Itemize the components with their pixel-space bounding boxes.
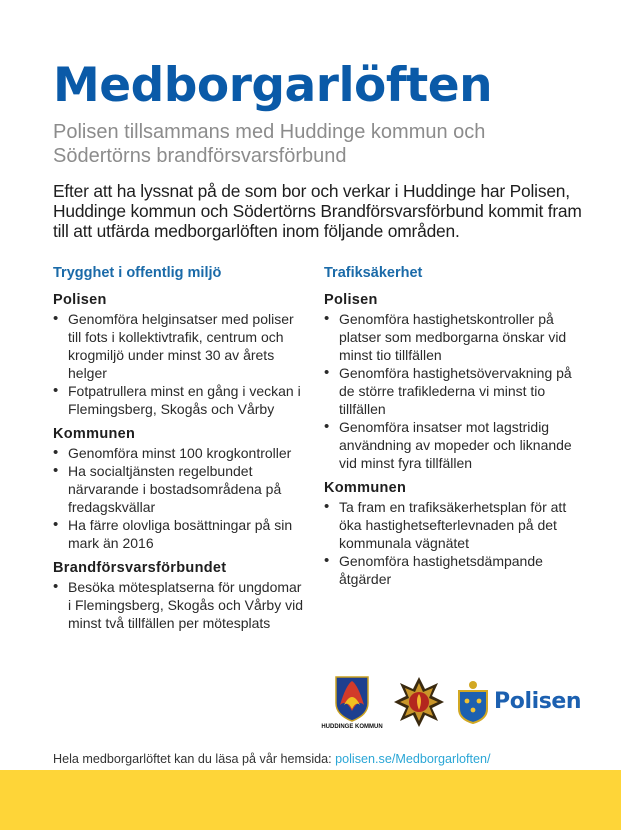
group-title-brandforsvar: Brandförsvarsförbundet (53, 560, 227, 576)
bottom-color-band (0, 770, 621, 830)
footer-label: Hela medborgarlöftet kan du läsa på vår hemsida: (53, 752, 336, 766)
huddinge-kommun-logo (321, 675, 383, 735)
section-trafiksakerhet (324, 264, 574, 595)
page-title: Medborgarlöften (53, 58, 493, 113)
intro-paragraph: Efter att ha lyssnat på de som bor och verkar i Huddinge har Polisen, Huddinge kommun och Södertörns Brandförsvarsförbund kommit fram till att utfärda medborgarlöften inom följande områden. (53, 181, 582, 241)
list-item: • Genomföra hastighetsövervakning på de större trafiklederna vi minst tio tillfällen (324, 364, 574, 418)
huddinge-logo-text: HUDDINGE KOMMUN (321, 724, 383, 730)
list-item: • Genomföra hastighetsdämpande åtgärder (324, 552, 574, 588)
footer-text (53, 752, 491, 766)
section-title: Trygghet i offentlig miljö (53, 265, 222, 281)
list-item: • Ta fram en trafiksäkerhetsplan för att öka hastighetsefterlevnaden på det kommunala vägnätet (324, 498, 574, 552)
list-item: • Genomföra hastighetskontroller på platser som medborgarna önskar vid minst tio tillfällen (324, 310, 574, 364)
list-polisen (53, 310, 308, 418)
group-title-kommunen: Kommunen (53, 426, 136, 442)
list-item: • Ha socialtjänsten regelbundet närvarande i bostadsområdena på fredagskvällar (53, 462, 308, 516)
list-kommunen (53, 444, 308, 552)
list-polisen (324, 310, 574, 472)
section-trygghet (53, 264, 308, 639)
brandforsvar-emblem (392, 675, 446, 729)
partner-logos (321, 675, 582, 735)
group-title-polisen: Polisen (324, 292, 378, 308)
list-item: • Genomföra helginsatser med poliser till fots i kollektivtrafik, centrum och krogmiljö under minst 30 av årets helger (53, 310, 308, 382)
group-title-polisen: Polisen (53, 292, 107, 308)
footer-link[interactable]: polisen.se/Medborgarloften/ (335, 752, 491, 766)
list-item: • Genomföra minst 100 krogkontroller (53, 444, 308, 462)
page-subtitle: Polisen tillsammans med Huddinge kommun och Södertörns brandförsvarsförbund (53, 121, 486, 167)
list-kommunen (324, 498, 574, 588)
list-brandforsvar (53, 578, 308, 632)
section-title: Trafiksäkerhet (324, 265, 423, 281)
list-item: • Besöka mötesplatserna för ungdomar i Flemingsberg, Skogås och Vårby vid minst två tillfällen per mötesplats (53, 578, 308, 632)
list-item: • Genomföra insatser mot lagstridig användning av mopeder och liknande vid minst fyra tillfällen (324, 418, 574, 472)
polisen-wordmark: Polisen (494, 689, 582, 714)
list-item: • Fotpatrullera minst en gång i veckan i Flemingsberg, Skogås och Vårby (53, 382, 308, 418)
polisen-emblem (456, 679, 490, 725)
group-title-kommunen: Kommunen (324, 480, 407, 496)
list-item: • Ha färre olovliga bosättningar på sin mark än 2016 (53, 516, 308, 552)
